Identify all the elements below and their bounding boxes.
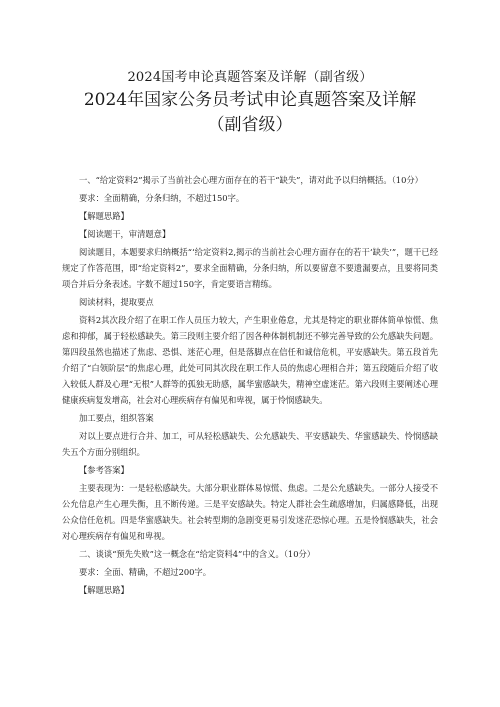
question-2: 二、谈谈“预先失败”这一概念在“给定资料4”中的含义。（10分） xyxy=(79,549,316,559)
section-heading-read-question: 【阅读题干，审清题意】 xyxy=(79,229,171,239)
section-heading-read-material: 阅读材料，提取要点 xyxy=(79,297,154,307)
document-title: 2024国考申论真题答案及详解（副省级） xyxy=(127,70,373,85)
requirement-1: 要求：全面精确，分条归纳，不超过150字。 xyxy=(79,193,245,203)
section-heading-approach-2: 【解题思路】 xyxy=(79,585,129,595)
paragraph-analysis: 阅读题目，本题要求归纳概括“‘给定资料2,揭示的当前社会心理方面存在的若干‘缺失’”，题干已经规定了作答范围，即“给定资料2”，要求全面精确，分条归纳，所以要留意不要遗漏要点，且要将同类项合并后分条表述。字数不超过150字，肯定要语言精练。 xyxy=(62,247,438,289)
section-heading-reference-answer: 【参考答案】 xyxy=(79,465,129,475)
paragraph-material: 资料2其次段介绍了在职工作人员压力较大，产生职业倦怠，尤其是特定的职业群体简单惊慌、焦虑和抑郁，属于轻松感缺失。第三段则主要介绍了因各种体制机制还不够完善导致的公允感缺失问题。第四段虽然也描述了焦虑、恐惧、迷茫心理，但是落脚点在信任和诚信危机，平安感缺失。第五段首先介绍了“白领阶层”的焦虑心理，此处可同其次段在职工作人员的焦虑心理相合并；第五段随后介绍了收入较低人群及心理“无根”人群等的孤独无助感，属华蜜感缺失，精神空虚迷茫。第六段则主要阐述心理健康疾病复发增高，社会对心理疾病存有偏见和卑视，属于怜悯感缺失。 xyxy=(62,315,438,405)
requirement-2: 要求：全面、精确，不超过200字。 xyxy=(79,567,211,577)
question-1: 一、“给定资料2”揭示了当前社会心理方面存在的若干“缺失”，请对此予以归纳概括。（10分） xyxy=(79,175,423,185)
document-body xyxy=(62,172,438,598)
paragraph-process: 对以上要点进行合并、加工，可从轻松感缺失、公允感缺失、平安感缺失、华蜜感缺失、怜悯感缺失五个方面分别组织。 xyxy=(62,431,438,457)
paragraph-reference-answer: 主要表现为：一是轻松感缺失。大部分职业群体易惊慌、焦虑。二是公允感缺失。一部分人接受不公允信息产生心理失衡，且不断传递。三是平安感缺失。特定人群社会生疏感增加，归属感降低，出现公众信任危机。四是华蜜感缺失。社会转型期的急剧变更易引发迷茫恐惊心理。五是怜悯感缺失，社会对心理疾病存有偏见和卑视。 xyxy=(62,483,438,541)
document-subtitle: 2024年国家公务员考试申论真题答案及详解（副省级） xyxy=(83,90,417,135)
section-heading-process-points: 加工要点，组织答案 xyxy=(79,413,154,423)
section-heading-approach: 【解题思路】 xyxy=(79,211,129,221)
